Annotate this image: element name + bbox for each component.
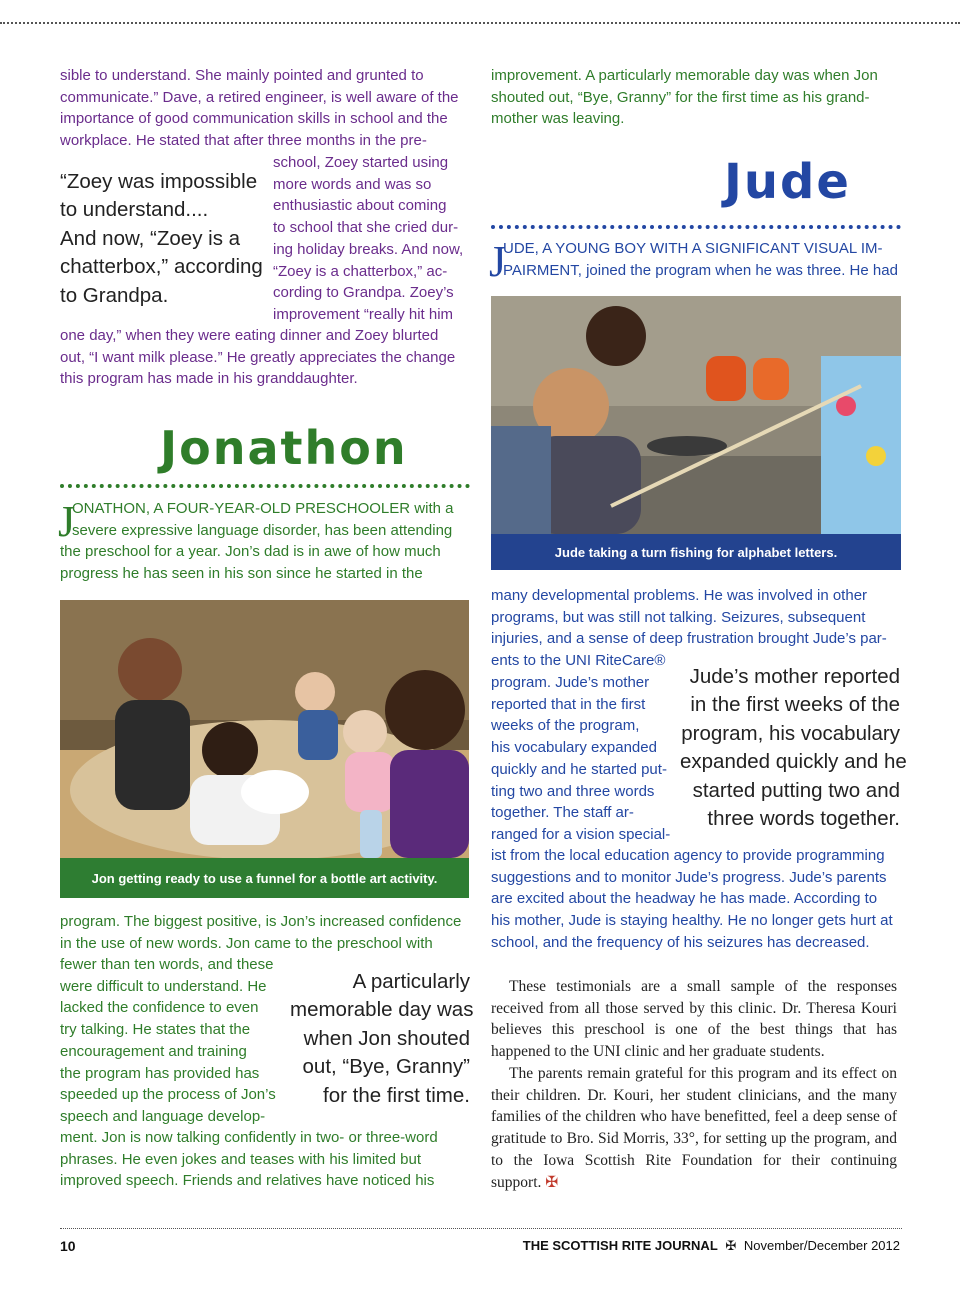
pullquote-line: program, his vocabulary — [681, 721, 900, 745]
text-line: together. The staff ar- — [491, 804, 634, 822]
text-line: program. The biggest positive, is Jon’s increased confidence — [60, 913, 462, 930]
pullquote-line: memorable day was — [290, 998, 474, 1022]
text-line: speeded up the process of Jon’s — [60, 1086, 276, 1104]
pullquote-line: to Grandpa. — [60, 283, 169, 307]
pullquote-line: for the first time. — [323, 1083, 470, 1107]
text-line: ment. Jon is now talking confidently in two- or three-word — [60, 1129, 438, 1146]
text-line: ist from the local education agency to provide programming — [491, 847, 885, 864]
text-line: try talking. He states that the — [60, 1021, 251, 1039]
text-line: were difficult to understand. He — [60, 977, 267, 995]
pullquote-line: to understand.... — [60, 198, 209, 222]
text-line: more words and was so — [273, 175, 432, 193]
pullquote-line: expanded quickly and he — [680, 750, 907, 774]
text-line: enthusiastic about coming — [273, 197, 447, 215]
jonathon-photo-image — [60, 600, 469, 858]
pullquote-line: when Jon shouted — [303, 1026, 470, 1050]
text-line: improved speech. Friends and relatives have noticed his — [60, 1172, 435, 1190]
text-line: his mother, Jude is staying healthy. He no longer gets hurt at — [491, 912, 893, 930]
footer-dotted-rule — [60, 1228, 902, 1229]
jude-dropcap: J — [489, 237, 507, 286]
pullquote-line: A particularly — [352, 970, 470, 993]
text-line: reported that in the first — [491, 695, 646, 713]
text-line: lacked the confidence to even — [60, 999, 259, 1017]
text-line: fewer than ten words, and these — [60, 956, 274, 973]
text-line: UDE, A YOUNG BOY WITH A SIGNIFICANT VISUAL IM- — [503, 240, 883, 257]
text-line: the preschool for a year. Jon’s dad is in awe of how much — [60, 543, 441, 561]
closing-paragraph-2 — [491, 1063, 897, 1193]
text-line: program. Jude’s mother — [491, 674, 650, 691]
text-line: weeks of the program, — [491, 717, 640, 735]
text-line: injuries, and a sense of deep frustration brought Jude’s par- — [491, 630, 887, 648]
jonathon-text-full — [60, 911, 470, 954]
text-line: quickly and he started put- — [491, 760, 667, 778]
jude-pullquote — [680, 663, 907, 833]
jonathon-text-narrow — [60, 954, 290, 1128]
jude-heading: Jude — [724, 154, 851, 210]
jude-intro — [503, 238, 903, 281]
text-line: the program has provided has — [60, 1064, 260, 1082]
zoey-text-after — [60, 325, 470, 390]
text-line: ONATHON, A FOUR-YEAR-OLD PRESCHOOLER with a — [72, 500, 454, 517]
pullquote-line: started putting two and — [692, 778, 900, 802]
zoey-text-narrow — [273, 152, 473, 326]
text-line: “Zoey is a chatterbox,” ac- — [273, 262, 448, 280]
jude-text-full — [491, 585, 901, 672]
text-line: this program has made in his granddaughter. — [60, 370, 358, 388]
zoey-pullquote — [60, 168, 270, 310]
cross-icon: ✠ — [725, 1238, 737, 1253]
text-line: school, Zoey started using — [273, 154, 449, 171]
text-line: ranged for a vision special- — [491, 825, 671, 843]
closing-paragraph-2-text: The parents remain grateful for this program and its effect on their children. Dr. Kouri, her student clinicians, and the many families of the children who have benefitted, feel a deep sense of gratitude to Bro. Sid Morris, 33°, for setting up the program, and to the Iowa Scottish Rite Foundation for their continuing support. — [491, 1065, 897, 1191]
text-line: shouted out, “Bye, Granny” for the first time as his grand- — [491, 88, 870, 106]
issue-date: November/December 2012 — [743, 1238, 900, 1253]
pullquote-line: chatterbox,” according — [60, 255, 263, 279]
text-line: improvement. A particularly memorable day was when Jon — [491, 67, 878, 84]
jonathon-continuation-right — [491, 65, 901, 130]
footer-journal — [523, 1238, 900, 1254]
text-line: encouragement and training — [60, 1042, 247, 1060]
jonathon-photo-caption: Jon getting ready to use a funnel for a bottle art activity. — [60, 858, 469, 898]
text-line: suggestions and to monitor Jude’s progress. Jude’s parents — [491, 868, 887, 886]
jonathon-intro-a — [72, 498, 472, 541]
text-line: communicate.” Dave, a retired engineer, is well aware of the — [60, 88, 459, 106]
text-line: severe expressive language disorder, has been attending — [72, 521, 453, 539]
text-line: progress he has seen in his son since he started in the — [60, 565, 423, 583]
text-line: ents to the UNI RiteCare® — [491, 652, 666, 670]
pullquote-line: in the first weeks of the — [690, 693, 900, 717]
text-line: workplace. He stated that after three months in the pre- — [60, 132, 427, 150]
text-line: are excited about the headway he has made. According to — [491, 890, 878, 908]
text-line: ting two and three words — [491, 782, 655, 800]
jonathon-heading: Jonathon — [160, 421, 408, 475]
text-line: school, and the frequency of his seizures has decreased. — [491, 933, 870, 951]
text-line: improvement “really hit him — [273, 305, 454, 323]
pullquote-line: out, “Bye, Granny” — [302, 1055, 470, 1079]
text-line: cording to Grandpa. Zoey’s — [273, 284, 454, 302]
text-line: to school that she cried dur- — [273, 219, 459, 237]
page-number: 10 — [60, 1238, 76, 1254]
text-line: phrases. He even jokes and teases with his limited but — [60, 1150, 422, 1168]
end-mark-icon: ✠ — [545, 1173, 559, 1191]
text-line: ing holiday breaks. And now, — [273, 240, 464, 258]
text-line: programs, but was still not talking. Seizures, subsequent — [491, 608, 866, 626]
zoey-text-full — [60, 65, 470, 152]
jonathon-pullquote — [290, 968, 474, 1110]
text-line: mother was leaving. — [491, 110, 625, 128]
jude-dotted-rule — [491, 225, 901, 229]
jonathon-dotted-rule — [60, 484, 470, 488]
text-line: his vocabulary expanded — [491, 739, 657, 757]
text-line: PAIRMENT, joined the program when he was three. He had — [503, 261, 898, 279]
jonathon-dropcap: J — [58, 497, 76, 546]
journal-title: THE SCOTTISH RITE JOURNAL — [522, 1238, 718, 1253]
jonathon-photo — [60, 600, 469, 858]
jonathon-text-end — [60, 1127, 470, 1192]
text-line: speech and language develop- — [60, 1107, 266, 1125]
pullquote-line: “Zoey was impossible — [60, 170, 258, 193]
jude-photo-caption: Jude taking a turn fishing for alphabet letters. — [491, 534, 901, 570]
closing-paragraph-1: These testimonials are a small sample of the responses received from all those served by this clinic. Dr. Theresa Kouri believes this preschool is one of the best things that has happened to the UNI clinic and her graduate students. — [491, 978, 897, 1061]
text-line: out, “I want milk please.” He greatly appreciates the change — [60, 348, 456, 366]
jude-photo-image — [491, 296, 901, 534]
pullquote-line: And now, “Zoey is a — [60, 226, 241, 250]
text-line: in the use of new words. Jon came to the preschool with — [60, 934, 433, 952]
jude-photo — [491, 296, 901, 534]
text-line: sible to understand. She mainly pointed and grunted to — [60, 67, 424, 84]
text-line: many developmental problems. He was involved in other — [491, 587, 868, 604]
top-dotted-rule — [0, 22, 960, 24]
text-line: one day,” when they were eating dinner and Zoey blurted — [60, 327, 439, 344]
text-line: importance of good communication skills in school and the — [60, 110, 448, 128]
jonathon-intro-b — [60, 541, 470, 584]
jude-text-end — [491, 845, 901, 954]
pullquote-line: three words together. — [707, 807, 900, 831]
jude-text-narrow — [491, 672, 691, 846]
pullquote-line: Jude’s mother reported — [689, 665, 900, 688]
